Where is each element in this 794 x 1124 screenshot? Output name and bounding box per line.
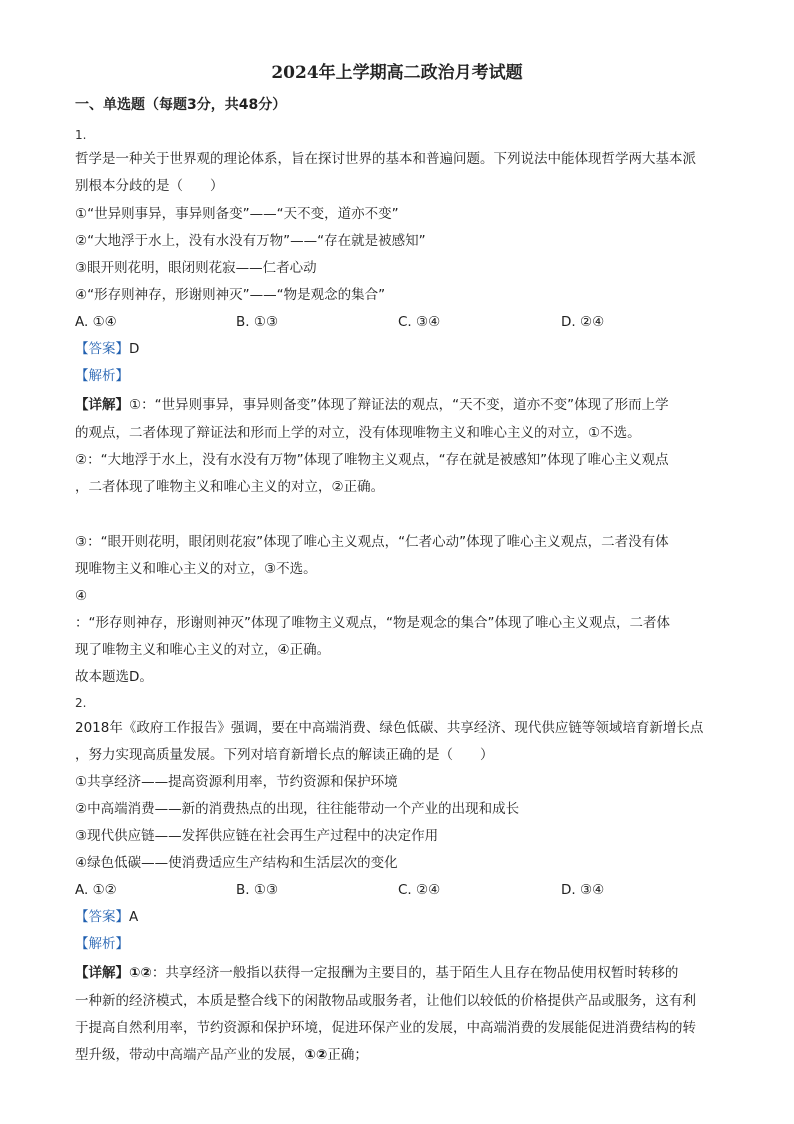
detail-text: 现唯物主义和唯心主义的对立，③不选。 [75,561,317,577]
option-a: A. ①② [75,882,117,898]
statement-item: ④“形存则神存，形谢则神灭”——“物是观念的集合” [75,287,386,303]
question-stem: 2018年《政府工作报告》强调，要在中高端消费、绿色低碳、共享经济、现代供应链等领域培育新增长点 [75,720,704,736]
detail-text: ③：“眼开则花明，眼闭则花寂”体现了唯心主义观点，“仁者心动”体现了唯心主义观点，二者没有体 [75,534,669,550]
detail-line [75,396,669,414]
detail-text: 一种新的经济模式，本质是整合线下的闲散物品或服务者，让他们以较低的价格提供产品或服务，这有利 [75,993,696,1009]
statement-item: ①共享经济——提高资源利用率，节约资源和保护环境 [75,774,398,790]
detail-text: ，二者体现了唯物主义和唯心主义的对立，②正确。 [75,479,385,495]
question-stem: 别根本分歧的是（ ） [75,178,224,194]
answer-line [75,340,139,358]
option-c: C. ②④ [398,882,441,898]
answer-tag: 【答案】 [75,341,129,357]
statement-item: ③现代供应链——发挥供应链在社会再生产过程中的决定作用 [75,828,439,844]
detail-text: ①：“世异则事异，事异则备变”体现了辩证法的观点，“天不变，道亦不变”体现了形而上学 [129,397,669,413]
detail-text: ④ [75,588,88,604]
statement-item: ②中高端消费——新的消费热点的出现，往往能带动一个产业的出现和成长 [75,801,520,817]
detail-line [75,964,678,982]
detail-text: 现了唯物主义和唯心主义的对立，④正确。 [75,642,331,658]
detail-text: 正确； [327,1047,368,1063]
section-heading: 一、单选题（每题3分，共48分） [75,97,287,113]
question-number: 2. [75,696,87,710]
detail-bold: ①② [304,1047,328,1063]
option-b: B. ①③ [236,314,279,330]
question-stem: 哲学是一种关于世界观的理论体系，旨在探讨世界的基本和普遍问题。下列说法中能体现哲学两大基本派 [75,151,696,167]
answer-value: D [129,341,140,357]
detail-bold: ①② [129,965,152,981]
option-d: D. ②④ [561,314,605,330]
statement-item: ④绿色低碳——使消费适应生产结构和生活层次的变化 [75,855,398,871]
statement-item: ③眼开则花明，眼闭则花寂——仁者心动 [75,260,317,276]
option-b: B. ①③ [236,882,279,898]
detail-text: 型升级，带动中高端产品产业的发展， [75,1047,305,1063]
answer-tag: 【答案】 [75,909,129,925]
analysis-tag: 【解析】 [75,368,129,384]
question-stem: ，努力实现高质量发展。下列对培育新增长点的解读正确的是（ ） [75,747,494,763]
conclusion-text: 故本题选D。 [75,669,153,685]
analysis-line [75,367,129,385]
detail-text: ：共享经济一般指以获得一定报酬为主要目的，基于陌生人且存在物品使用权暂时转移的 [151,965,679,981]
detail-line [75,1046,368,1064]
detail-text: ②：“大地浮于水上，没有水没有万物”体现了唯物主义观点，“存在就是被感知”体现了唯心主义观点 [75,452,669,468]
detail-text: 的观点，二者体现了辩证法和形而上学的对立，没有体现唯物主义和唯心主义的对立，①不选。 [75,425,641,441]
answer-value: A [129,909,139,925]
question-number: 1. [75,128,87,142]
analysis-tag: 【解析】 [75,936,129,952]
answer-line [75,908,138,926]
statement-item: ②“大地浮于水上，没有水没有万物”——“存在就是被感知” [75,233,426,249]
option-a: A. ①④ [75,314,117,330]
analysis-line [75,935,129,953]
statement-item: ①“世异则事异，事异则备变”——“天不变，道亦不变” [75,206,399,222]
detail-text: 于提高自然利用率，节约资源和保护环境，促进环保产业的发展，中高端消费的发展能促进消费结构的转 [75,1020,696,1036]
detail-text: ：“形存则神存，形谢则神灭”体现了唯物主义观点，“物是观念的集合”体现了唯心主义观点，二者体 [75,615,670,631]
detail-tag: 【详解】 [75,965,129,981]
detail-tag: 【详解】 [75,397,129,413]
option-d: D. ③④ [561,882,605,898]
option-c: C. ③④ [398,314,441,330]
page-title: 2024年上学期高二政治月考试题 [271,63,523,83]
